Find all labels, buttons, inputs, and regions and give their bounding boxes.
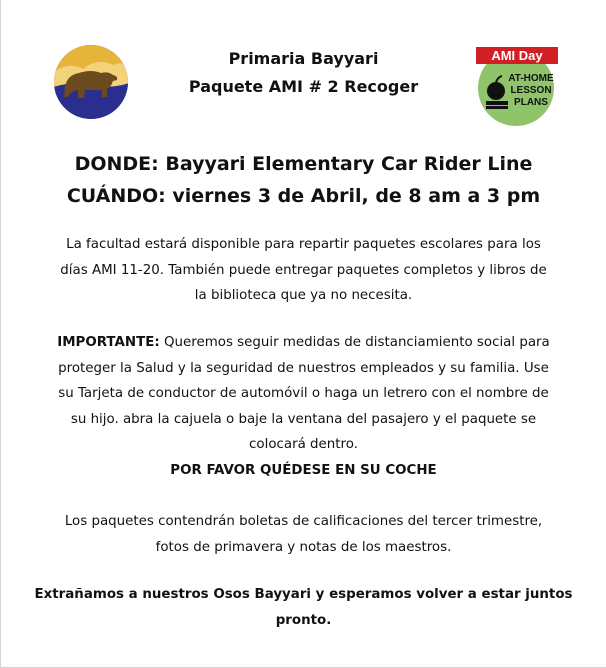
text-line: proteger la Salud y la seguridad de nuestros empleados y su familia. Use [58,360,549,376]
text-line: Extrañamos a nuestros Osos Bayyari y esperamos volver a estar juntos [34,587,573,602]
headline [21,148,586,212]
text-line: la biblioteca que ya no necesita. [194,288,413,303]
text-line: colocará dentro. [249,437,358,452]
text-line: Los paquetes contendrán boletas de calificaciones del tercer trimestre, [64,514,543,529]
bear-logo-icon [53,43,129,121]
ami-line1: AT-HOME [508,73,554,84]
text-line: su Tarjeta de conductor de automóvil o haga un letrero con el nombre de [58,386,549,401]
text-line: La facultad estará disponible para repartir paquetes escolares para los [66,237,541,252]
ami-line3: PLANS [514,97,548,108]
text-line: su hijo. abra la cajuela o baje la ventana del pasajero y el paquete se [70,411,537,427]
school-name: Primaria Bayyari [228,49,379,68]
ami-line2: LESSON [510,85,552,96]
ami-day-badge-icon [474,43,560,127]
packet-title: Paquete AMI # 2 Recoger [188,77,419,96]
text-line: Queremos seguir medidas de distanciamiento social para [159,335,550,350]
page-title [141,45,466,101]
paragraph-packets [29,509,578,560]
text-line: fotos de primavera y notas de los maestros. [155,539,452,555]
ami-badge-label: AMI Day [491,48,543,63]
text-line: días AMI 11-20. También puede entregar paquetes completos y libros de [60,262,547,278]
closing-message [29,582,578,633]
when-line: CUÁNDO: viernes 3 de Abril, de 8 am a 3 pm [66,185,541,207]
important-label: IMPORTANTE: [57,335,160,350]
stay-in-car-notice: POR FAVOR QUÉDESE EN SU COCHE [170,462,437,478]
where-line: DONDE: Bayyari Elementary Car Rider Line [74,153,533,175]
paragraph-faculty [29,232,578,309]
text-line: pronto. [275,612,332,628]
paragraph-important [29,330,578,483]
